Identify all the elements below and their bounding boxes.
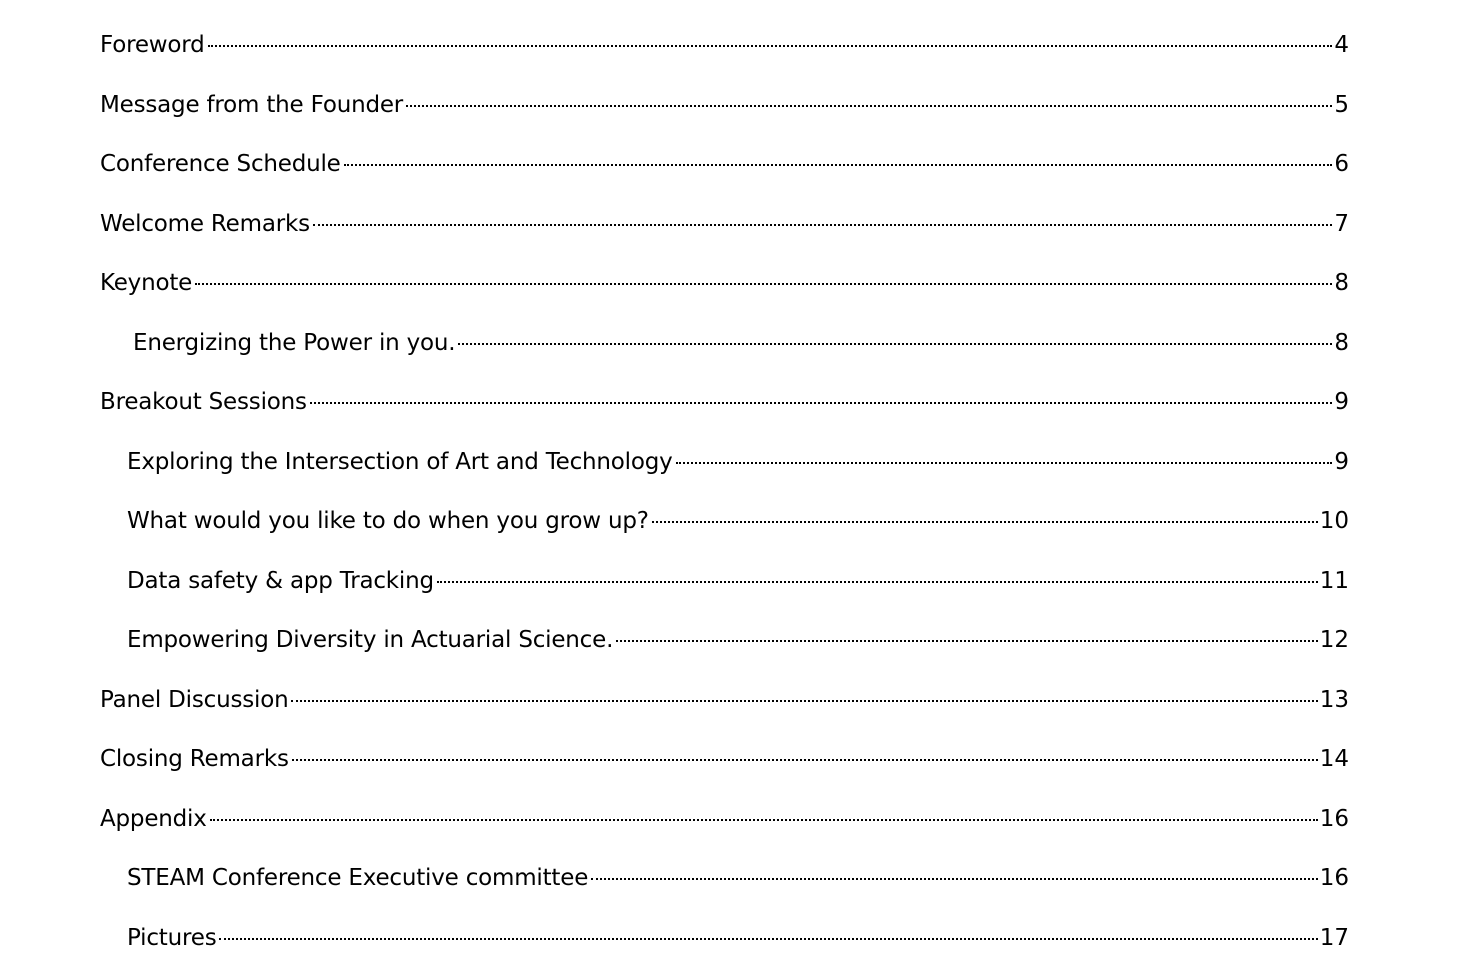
toc-entry-page-number: 8 — [1334, 314, 1349, 374]
dot-leader — [406, 105, 1332, 107]
dot-leader — [313, 224, 1332, 226]
dot-leader — [591, 878, 1318, 880]
toc-entry-page-number: 9 — [1334, 373, 1349, 433]
toc-entry-page-number: 13 — [1320, 671, 1349, 731]
dot-leader — [219, 938, 1317, 940]
toc-entry-welcome-remarks[interactable] — [100, 195, 1349, 255]
dot-leader — [676, 462, 1333, 464]
toc-entry-title: Energizing the Power in you. — [133, 314, 455, 374]
toc-entry-title: Message from the Founder — [100, 76, 403, 136]
toc-entry-message-from-founder[interactable] — [100, 76, 1349, 136]
dot-leader — [458, 343, 1332, 345]
dot-leader — [344, 164, 1333, 166]
toc-entry-conference-schedule[interactable] — [100, 135, 1349, 195]
toc-entry-title: Foreword — [100, 16, 205, 76]
table-of-contents — [100, 16, 1349, 968]
toc-entry-title: What would you like to do when you grow up? — [127, 492, 649, 552]
toc-entry-title: Empowering Diversity in Actuarial Science. — [127, 611, 613, 671]
toc-entry-art-and-technology[interactable] — [100, 433, 1349, 493]
toc-entry-panel-discussion[interactable] — [100, 671, 1349, 731]
toc-entry-page-number: 17 — [1320, 909, 1349, 968]
toc-entry-title: Welcome Remarks — [100, 195, 310, 255]
toc-entry-title: Keynote — [100, 254, 192, 314]
toc-entry-keynote[interactable] — [100, 254, 1349, 314]
toc-entry-title: Conference Schedule — [100, 135, 341, 195]
toc-entry-foreword[interactable] — [100, 16, 1349, 76]
dot-leader — [195, 283, 1332, 285]
dot-leader — [291, 700, 1317, 702]
dot-leader — [310, 402, 1333, 404]
toc-entry-empowering-diversity[interactable] — [100, 611, 1349, 671]
toc-entry-title: Data safety & app Tracking — [127, 552, 434, 612]
toc-entry-breakout-sessions[interactable] — [100, 373, 1349, 433]
toc-entry-title: Closing Remarks — [100, 730, 289, 790]
dot-leader — [210, 819, 1318, 821]
toc-entry-title: Breakout Sessions — [100, 373, 307, 433]
toc-entry-page-number: 12 — [1320, 611, 1349, 671]
toc-entry-grow-up[interactable] — [100, 492, 1349, 552]
toc-entry-data-safety[interactable] — [100, 552, 1349, 612]
toc-entry-pictures[interactable] — [100, 909, 1349, 968]
toc-entry-closing-remarks[interactable] — [100, 730, 1349, 790]
toc-entry-title: Panel Discussion — [100, 671, 288, 731]
toc-entry-executive-committee[interactable] — [100, 849, 1349, 909]
toc-entry-title: STEAM Conference Executive committee — [127, 849, 588, 909]
dot-leader — [437, 581, 1318, 583]
toc-entry-page-number: 7 — [1334, 195, 1349, 255]
toc-entry-page-number: 9 — [1334, 433, 1349, 493]
dot-leader — [652, 521, 1318, 523]
toc-entry-appendix[interactable] — [100, 790, 1349, 850]
toc-entry-page-number: 14 — [1320, 730, 1349, 790]
toc-entry-page-number: 10 — [1320, 492, 1349, 552]
toc-entry-page-number: 4 — [1334, 16, 1349, 76]
dot-leader — [208, 45, 1333, 47]
toc-entry-title: Pictures — [127, 909, 216, 968]
toc-entry-page-number: 8 — [1334, 254, 1349, 314]
dot-leader — [616, 640, 1318, 642]
toc-entry-page-number: 6 — [1334, 135, 1349, 195]
toc-entry-title: Exploring the Intersection of Art and Technology — [127, 433, 673, 493]
toc-entry-page-number: 16 — [1320, 849, 1349, 909]
toc-entry-page-number: 5 — [1334, 76, 1349, 136]
toc-entry-energizing-the-power[interactable] — [100, 314, 1349, 374]
toc-entry-title: Appendix — [100, 790, 207, 850]
toc-entry-page-number: 16 — [1320, 790, 1349, 850]
toc-entry-page-number: 11 — [1320, 552, 1349, 612]
dot-leader — [292, 759, 1318, 761]
